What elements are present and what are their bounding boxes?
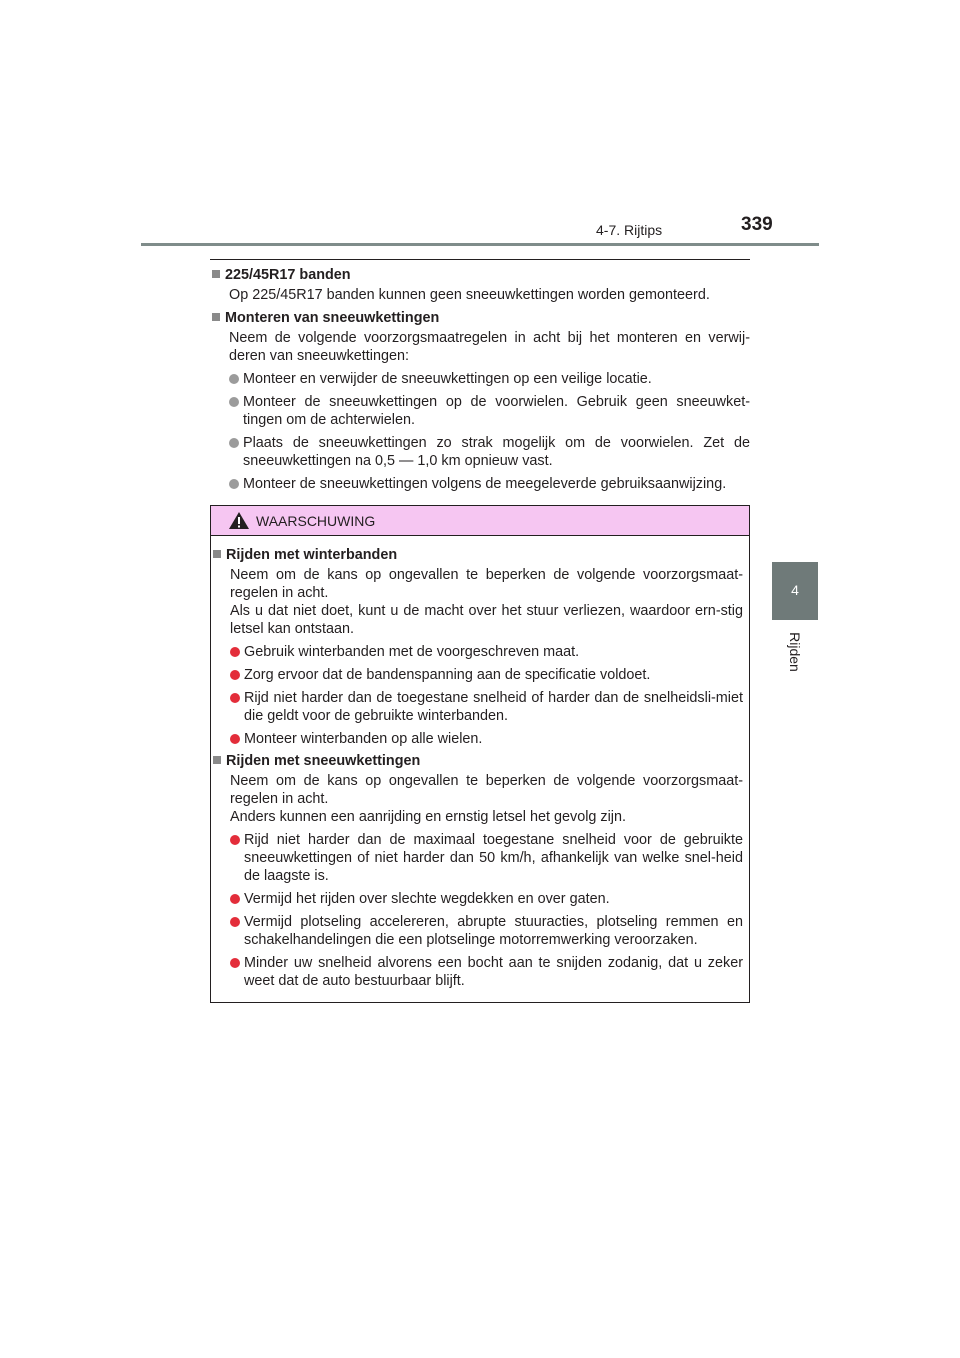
paragraph: Op 225/45R17 banden kunnen geen sneeuwkettingen worden gemonteerd.: [229, 287, 710, 303]
warning-title: WAARSCHUWING: [256, 513, 376, 529]
round-bullet-icon: [230, 693, 240, 703]
subheading: Monteren van sneeuwkettingen: [212, 309, 750, 327]
list-item: Plaats de sneeuwkettingen zo strak mogelijk om de voorwielen. Zet de sneeuwkettingen na 0,5 — 1,0 km opnieuw vast.: [212, 434, 750, 470]
list-item: Minder uw snelheid alvorens een bocht aan te snijden zodanig, dat u zeker weet dat de auto bestuurbaar blijft.: [213, 954, 743, 990]
warning-content: [211, 536, 749, 990]
round-bullet-icon: [229, 397, 239, 407]
page-number: 339: [741, 214, 773, 235]
section-tyres: [212, 266, 750, 304]
list-item: Rijd niet harder dan de maximaal toegestane snelheid voor de gebruikte sneeuwkettingen of niet harder dan 50 km/h, afhankelijk van welke snel-heid de laagste is.: [213, 831, 743, 885]
round-bullet-icon: [230, 647, 240, 657]
chapter-number: 4: [791, 582, 799, 598]
square-bullet-icon: [213, 756, 221, 764]
paragraph: Anders kunnen een aanrijding en ernstig letsel het gevolg zijn.: [230, 809, 627, 825]
content-divider: [210, 259, 750, 260]
section-title: 4-7. Rijtips: [596, 222, 663, 238]
paragraph: Neem om de kans op ongevallen te beperken de volgende voorzorgsmaat-regelen in acht.: [230, 773, 743, 807]
list-item: Zorg ervoor dat de bandenspanning aan de specificatie voldoet.: [213, 666, 743, 684]
paragraph: Als u dat niet doet, kunt u de macht over het stuur verliezen, waardoor ern-stig letsel kan ontstaan.: [230, 603, 743, 637]
list-item: Monteer en verwijder de sneeuwkettingen op een veilige locatie.: [212, 370, 750, 388]
paragraph: Neem de volgende voorzorgsmaatregelen in acht bij het monteren en verwij-deren van sneeuwkettingen:: [229, 330, 750, 364]
round-bullet-icon: [229, 479, 239, 489]
round-bullet-icon: [230, 958, 240, 968]
subheading: 225/45R17 banden: [212, 266, 750, 284]
square-bullet-icon: [212, 270, 220, 278]
chapter-label: Rijden: [787, 632, 803, 672]
subheading: Rijden met sneeuwkettingen: [213, 752, 743, 770]
section-mounting-chains: [212, 309, 750, 493]
warning-header: [211, 506, 749, 536]
round-bullet-icon: [230, 894, 240, 904]
main-content: [212, 266, 750, 497]
list-item: Monteer winterbanden op alle wielen.: [213, 730, 743, 748]
paragraph: Neem om de kans op ongevallen te beperken de volgende voorzorgsmaat-regelen in acht.: [230, 567, 743, 601]
round-bullet-icon: [230, 917, 240, 927]
square-bullet-icon: [212, 313, 220, 321]
list-item: Monteer de sneeuwkettingen volgens de meegeleverde gebruiksaanwijzing.: [212, 475, 750, 493]
list-item: Gebruik winterbanden met de voorgeschreven maat.: [213, 643, 743, 661]
list-item: Rijd niet harder dan de toegestane snelheid of harder dan de snelheidsli-miet die geldt voor de gebruikte winterbanden.: [213, 689, 743, 725]
warning-box: [210, 505, 750, 1003]
round-bullet-icon: [230, 835, 240, 845]
warning-triangle-icon: [228, 511, 250, 530]
round-bullet-icon: [229, 438, 239, 448]
round-bullet-icon: [230, 734, 240, 744]
square-bullet-icon: [213, 550, 221, 558]
list-item: Vermijd het rijden over slechte wegdekken en over gaten.: [213, 890, 743, 908]
list-item: Monteer de sneeuwkettingen op de voorwielen. Gebruik geen sneeuwket-tingen om de achterwielen.: [212, 393, 750, 429]
subheading: Rijden met winterbanden: [213, 546, 743, 564]
header-divider: [141, 243, 819, 246]
round-bullet-icon: [229, 374, 239, 384]
list-item: Vermijd plotseling accelereren, abrupte stuuracties, plotseling remmen en schakelhandelingen die een plotselinge motorremwerking veroorzaken.: [213, 913, 743, 949]
round-bullet-icon: [230, 670, 240, 680]
